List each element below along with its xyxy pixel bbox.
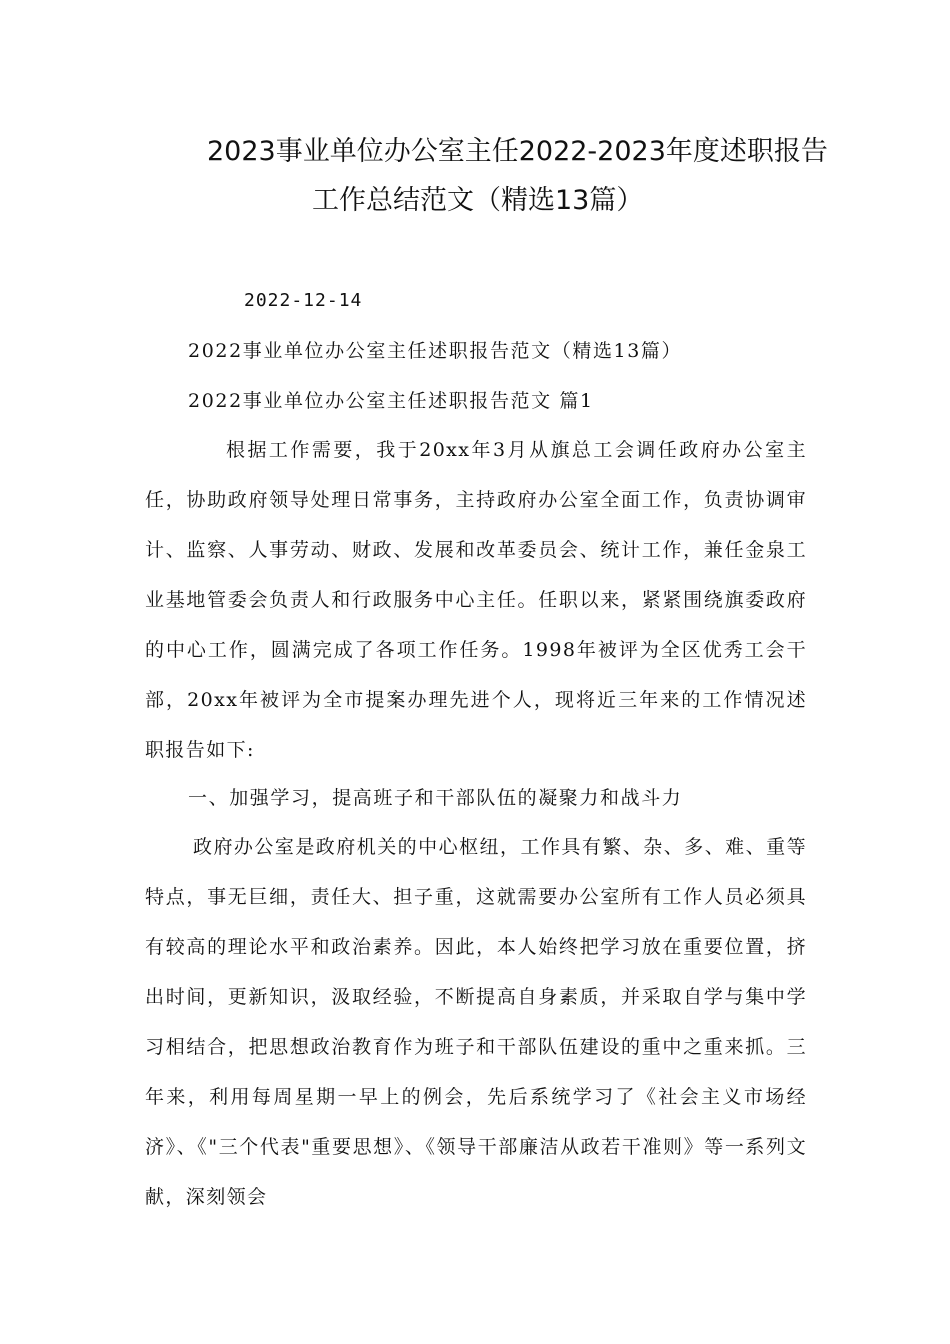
paragraph-study: 政府办公室是政府机关的中心枢纽，工作具有繁、杂、多、难、重等特点，事无巨细，责任大、担子重，这就需要办公室所有工作人员必须具有较高的理论水平和政治素养。因此，本人始终把学习放在重要位置，挤出时间，更新知识，汲取经验，不断提高自身素质，并采取自学与集中学习相结合，把思想政治教育作为班子和干部队伍建设的重中之重来抓。三年来，利用每周星期一早上的例会，先后系统学习了《社会主义市场经济》、《"三个代表"重要思想》、《领导干部廉洁从政若干准则》等一系列文献，深刻领会 — [145, 836, 807, 1208]
document-title-line-2: 工作总结范文（精选13篇） — [312, 185, 644, 216]
publish-date: 2022-12-14 — [244, 290, 363, 311]
document-title-line-1: 2023事业单位办公室主任2022-2023年度述职报告 — [207, 136, 828, 167]
paragraph-intro: 根据工作需要，我于20xx年3月从旗总工会调任政府办公室主任，协助政府领导处理日常事务，主持政府办公室全面工作，负责协调审计、监察、人事劳动、财政、发展和改革委员会、统计工作，兼任金泉工业基地管委会负责人和行政服务中心主任。任职以来，紧紧围绕旗委政府的中心工作，圆满完成了各项工作任务。1998年被评为全区优秀工会干部，20xx年被评为全市提案办理先进个人，现将近三年来的工作情况述职报告如下: — [145, 439, 807, 761]
section-heading-1: 一、加强学习，提高班子和干部队伍的凝聚力和战斗力 — [188, 787, 683, 809]
collection-subtitle: 2022事业单位办公室主任述职报告范文（精选13篇） — [188, 340, 683, 362]
article-heading: 2022事业单位办公室主任述职报告范文 篇1 — [188, 390, 594, 412]
